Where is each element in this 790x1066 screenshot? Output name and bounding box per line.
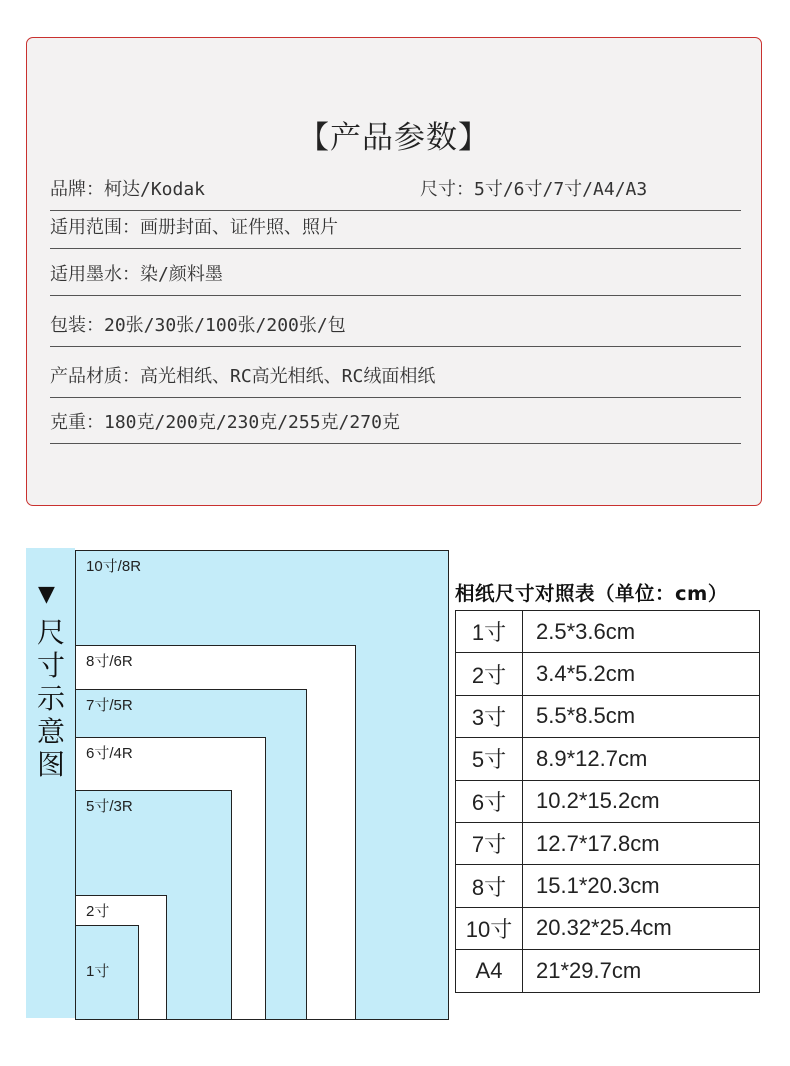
size-cell: 6寸 [456, 780, 523, 822]
param-material: 产品材质：高光相纸、RC高光相纸、RC绒面相纸 [50, 365, 436, 387]
paper-label-1inch: 1寸 [86, 963, 110, 980]
paper-1inch [75, 925, 139, 1020]
size-cell: 7寸 [456, 822, 523, 864]
param-row-package [50, 301, 741, 347]
dims-cell: 10.2*15.2cm [523, 780, 760, 822]
dims-cell: 21*29.7cm [523, 950, 760, 992]
dims-cell: 12.7*17.8cm [523, 822, 760, 864]
size-cell: 1寸 [456, 611, 523, 653]
paper-label-7inch: 7寸/5R [86, 697, 133, 714]
dims-cell: 3.4*5.2cm [523, 653, 760, 695]
size-cell: 3寸 [456, 695, 523, 737]
dims-cell: 15.1*20.3cm [523, 865, 760, 907]
table-row [456, 950, 760, 992]
paper-label-8inch: 8寸/6R [86, 653, 133, 670]
size-cell: 5寸 [456, 738, 523, 780]
param-brand: 品牌：柯达/Kodak [50, 178, 206, 200]
size-cell: A4 [456, 950, 523, 992]
paper-label-10inch: 10寸/8R [86, 558, 142, 575]
paper-label-2inch: 2寸 [86, 903, 110, 920]
params-title: 【产品参数】 [298, 120, 490, 156]
triangle-down-icon: ▼ [38, 582, 55, 607]
paper-label-5inch: 5寸/3R [86, 798, 133, 815]
param-ink: 适用墨水：染/颜料墨 [50, 263, 223, 285]
param-row-material [50, 352, 741, 398]
size-diagram-label: 尺寸示意图 [36, 616, 65, 781]
size-table-title: 相纸尺寸对照表（单位：cm） [455, 582, 728, 605]
param-row-weight [50, 398, 741, 444]
dims-cell: 20.32*25.4cm [523, 907, 760, 949]
size-diagram [75, 548, 450, 1020]
size-cell: 8寸 [456, 865, 523, 907]
param-row-ink [50, 250, 741, 296]
dims-cell: 2.5*3.6cm [523, 611, 760, 653]
table-row [456, 907, 760, 949]
product-params-card [26, 37, 762, 506]
param-row-usage [50, 203, 741, 249]
table-row [456, 738, 760, 780]
table-row [456, 611, 760, 653]
dims-cell: 5.5*8.5cm [523, 695, 760, 737]
dims-cell: 8.9*12.7cm [523, 738, 760, 780]
size-table [455, 610, 760, 993]
param-package: 包装：20张/30张/100张/200张/包 [50, 314, 346, 336]
table-row [456, 653, 760, 695]
param-size: 尺寸：5寸/6寸/7寸/A4/A3 [420, 178, 648, 200]
size-diagram-side-label [26, 548, 75, 1018]
param-usage: 适用范围：画册封面、证件照、照片 [50, 216, 338, 238]
table-row [456, 695, 760, 737]
table-row [456, 822, 760, 864]
paper-label-6inch: 6寸/4R [86, 745, 133, 762]
param-weight: 克重：180克/200克/230克/255克/270克 [50, 411, 400, 433]
size-cell: 10寸 [456, 907, 523, 949]
table-row [456, 865, 760, 907]
table-row [456, 780, 760, 822]
size-cell: 2寸 [456, 653, 523, 695]
